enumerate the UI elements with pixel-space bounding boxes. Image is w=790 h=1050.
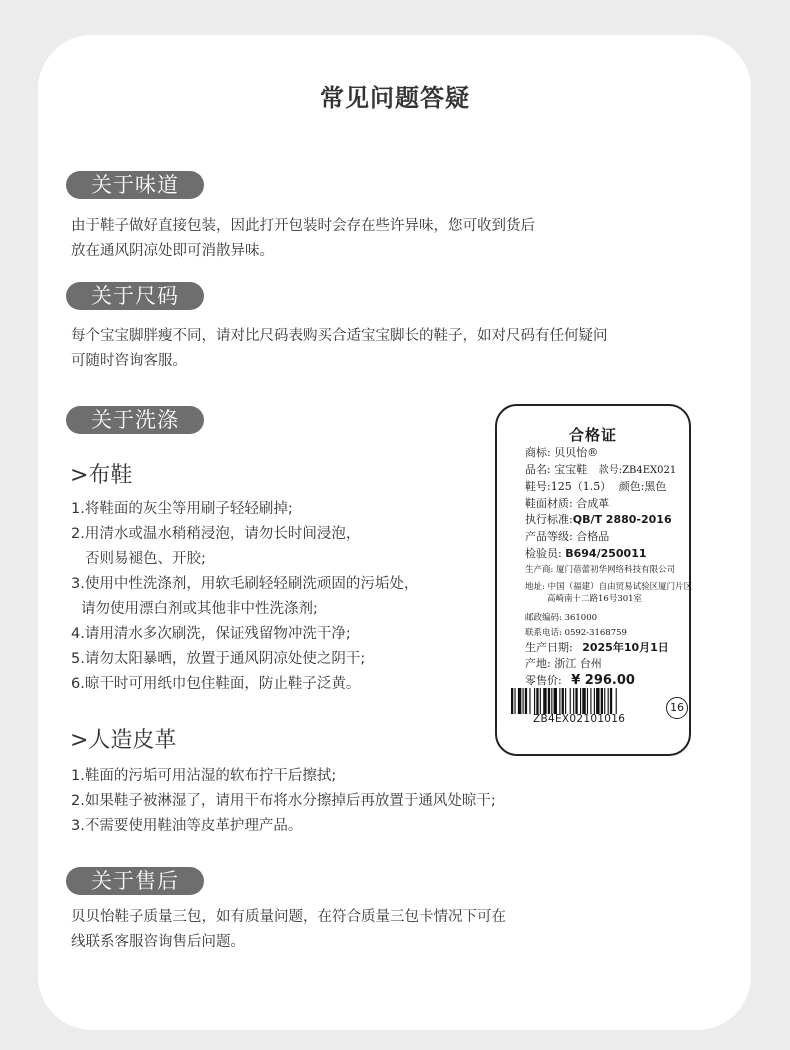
smell-paragraph	[71, 214, 535, 264]
list-item: 3.不需要使用鞋油等皮革护理产品。	[71, 818, 303, 834]
leather-subheading: >人造皮革	[70, 728, 177, 753]
list-item: 1.鞋面的污垢可用沾湿的软布拧干后擦拭;	[71, 768, 337, 784]
list-item: 2.用清水或温水稍稍浸泡，请勿长时间浸泡，	[71, 526, 361, 542]
cert-date-value: 2025年10月1日	[582, 640, 669, 654]
cert-material: 鞋面材质: 合成革	[525, 496, 610, 510]
certificate-tag	[495, 404, 691, 756]
cert-standard-value: QB/T 2880-2016	[572, 513, 672, 527]
size-paragraph	[71, 324, 608, 374]
cert-model: 款号:ZB4EX021	[598, 464, 677, 476]
cert-phone: 联系电话: 0592-3168759	[525, 628, 627, 639]
size-badge: 16	[666, 697, 688, 719]
section-heading-washing: 关于洗涤	[66, 406, 204, 434]
cert-size-row	[525, 479, 692, 496]
certificate-details	[525, 445, 692, 689]
cert-standard-label: 执行标准:	[525, 513, 573, 527]
smell-line: 由于鞋子做好直接包装，因此打开包装时会存在些许异味，您可收到货后	[71, 218, 535, 234]
leather-care-list	[71, 764, 496, 839]
cert-price-label: 零售价:	[525, 673, 562, 687]
cert-postcode: 邮政编码: 361000	[525, 612, 598, 623]
cloth-shoes-subheading: >布鞋	[70, 463, 133, 488]
cert-color: 颜色:黑色	[618, 480, 667, 494]
section-heading-aftersale: 关于售后	[66, 867, 204, 895]
aftersale-paragraph	[71, 905, 506, 955]
cert-grade: 产品等级: 合格品	[525, 529, 610, 543]
list-item: 6.晾干时可用纸巾包住鞋面，防止鞋子泛黄。	[71, 676, 361, 692]
cert-standard-row	[525, 512, 692, 529]
cert-brand: 商标: 贝贝怡®	[525, 446, 599, 459]
cert-date-label: 生产日期:	[525, 640, 573, 654]
barcode-image	[511, 688, 661, 714]
section-heading-smell: 关于味道	[66, 171, 204, 199]
cert-date-row	[525, 640, 692, 657]
list-item: 否则易褪色、开胶;	[85, 551, 206, 567]
list-item: 请勿使用漂白剂或其他非中性洗涤剂;	[81, 601, 318, 617]
section-heading-size: 关于尺码	[66, 282, 204, 310]
cert-name-row	[525, 462, 692, 480]
barcode-number: ZB4EX02101016	[533, 713, 626, 725]
aftersale-line: 线联系客服咨询售后问题。	[71, 934, 245, 950]
list-item: 1.将鞋面的灰尘等用刷子轻轻刷掉;	[71, 501, 293, 517]
cert-size: 鞋号:125（1.5）	[525, 480, 612, 494]
list-item: 4.请用清水多次刷洗，保证残留物冲洗干净;	[71, 626, 351, 642]
certificate-title: 合格证	[568, 426, 617, 444]
list-item: 2.如果鞋子被淋湿了，请用干布将水分擦掉后再放置于通风处晾干;	[71, 793, 496, 809]
cert-address-2: 高崎南十二路16号301室	[547, 594, 643, 605]
cert-inspector-value: B694/250011	[565, 546, 647, 560]
list-item: 5.请勿太阳暴晒，放置于通风阴凉处使之阴干;	[71, 651, 366, 667]
cert-price-row	[525, 673, 692, 690]
cert-address-1: 地址: 中国（福建）自由贸易试验区厦门片区	[525, 581, 693, 592]
size-line: 每个宝宝脚胖瘦不同，请对比尺码表购买合适宝宝脚长的鞋子，如对尺码有任何疑问	[71, 328, 608, 344]
cert-inspector-row	[525, 546, 692, 563]
size-line: 可随时咨询客服。	[71, 353, 187, 369]
cloth-care-list	[71, 497, 418, 697]
aftersale-line: 贝贝怡鞋子质量三包，如有质量问题，在符合质量三包卡情况下可在	[71, 909, 506, 925]
cert-price-value: ¥ 296.00	[571, 672, 635, 688]
cert-product-name: 品名: 宝宝鞋	[525, 462, 588, 476]
cert-inspector-label: 检验员:	[525, 546, 562, 560]
cert-manufacturer: 生产商: 厦门蓓蕾初华网络科技有限公司	[525, 565, 676, 576]
smell-line: 放在通风阴凉处即可消散异味。	[71, 243, 274, 259]
cert-origin: 产地: 浙江 台州	[525, 657, 602, 671]
page-title: 常见问题答疑	[320, 84, 470, 112]
list-item: 3.使用中性洗涤剂，用软毛刷轻轻刷洗顽固的污垢处，	[71, 576, 419, 592]
